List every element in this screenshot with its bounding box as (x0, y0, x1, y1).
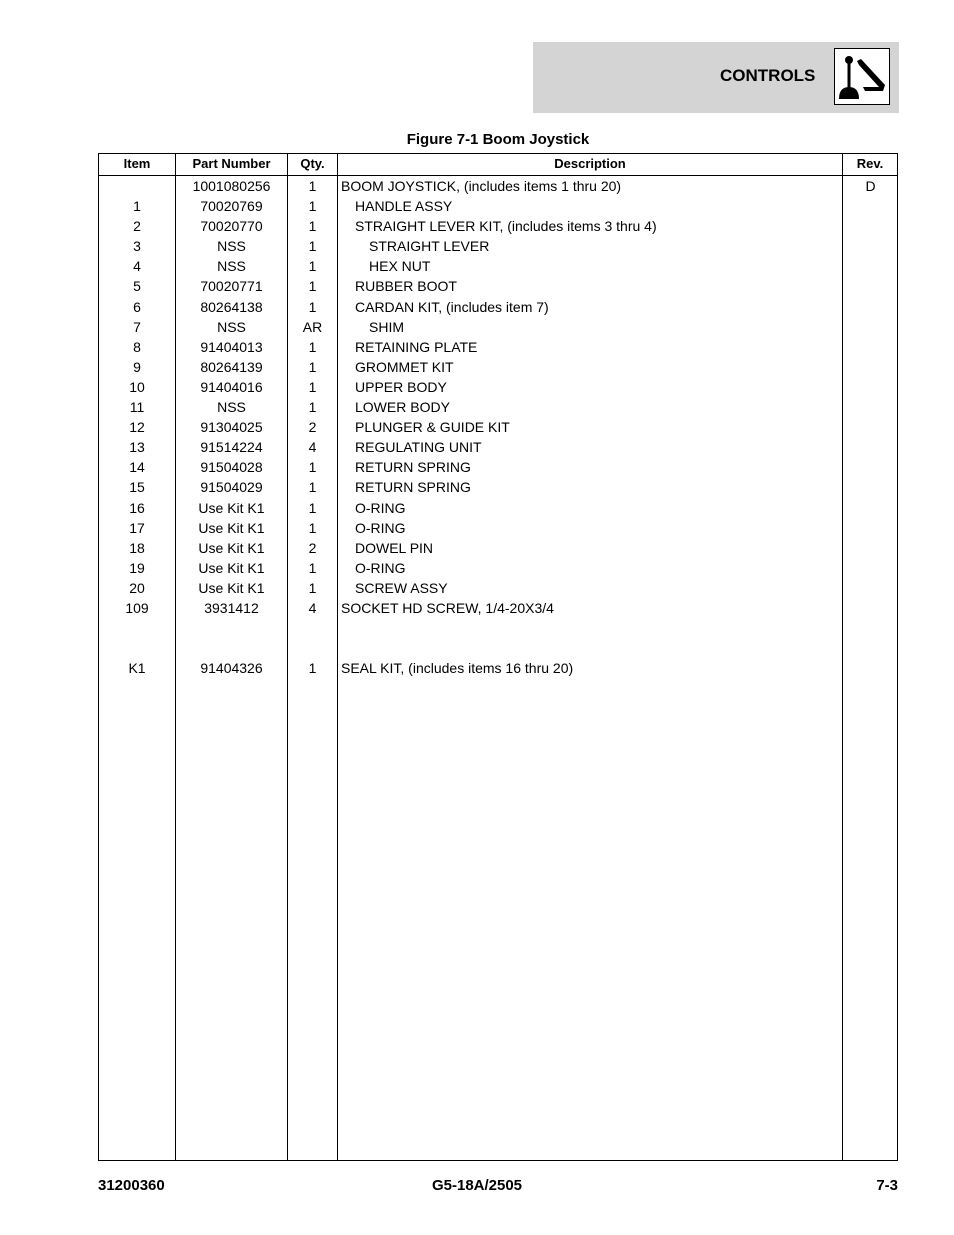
cell-item: 18 (129, 539, 145, 556)
cell-qty: 1 (308, 338, 317, 355)
parts-table (98, 153, 898, 1161)
cell-part-number: NSS (217, 238, 246, 255)
cell-description: O-RING (355, 519, 406, 536)
cell-item: 6 (133, 298, 141, 315)
cell-part-number: 91504028 (200, 459, 263, 476)
table-row (99, 176, 897, 196)
cell-part-number: 80264138 (200, 298, 263, 315)
cell-item: 7 (133, 318, 141, 335)
column-header-item: Item (123, 156, 151, 171)
cell-qty: 1 (308, 399, 317, 416)
cell-part-number: 91304025 (200, 419, 263, 436)
cell-description: SCREW ASSY (355, 579, 448, 596)
cell-description: STRAIGHT LEVER KIT, (includes items 3 thru 4) (355, 218, 657, 235)
joystick-controls-icon (834, 48, 890, 105)
table-row (99, 357, 897, 377)
table-row (99, 477, 897, 497)
cell-part-number: 91504029 (200, 479, 263, 496)
cell-description: O-RING (355, 499, 406, 516)
cell-item: 20 (129, 579, 145, 596)
cell-part-number: Use Kit K1 (198, 579, 265, 596)
cell-qty: 1 (308, 579, 317, 596)
table-row (99, 618, 897, 638)
cell-part-number: NSS (217, 399, 246, 416)
cell-qty: 1 (308, 298, 317, 315)
section-title: CONTROLS (720, 66, 816, 85)
cell-item: 17 (129, 519, 145, 536)
cell-description: STRAIGHT LEVER (369, 238, 490, 255)
cell-qty: 4 (308, 439, 317, 456)
cell-qty: 1 (308, 238, 317, 255)
table-row (99, 538, 897, 558)
cell-part-number: 91404326 (200, 660, 263, 677)
table-row (99, 236, 897, 256)
cell-qty: 1 (308, 479, 317, 496)
cell-item: 2 (133, 218, 141, 235)
cell-part-number: Use Kit K1 (198, 559, 265, 576)
cell-description: UPPER BODY (355, 378, 447, 395)
column-header-part-number: Part Number (192, 156, 271, 171)
cell-description: SOCKET HD SCREW, 1/4-20X3/4 (341, 599, 554, 616)
cell-item: K1 (128, 660, 146, 677)
table-row (99, 457, 897, 477)
table-row (99, 337, 897, 357)
cell-qty: 1 (308, 378, 317, 395)
cell-item: 13 (129, 439, 145, 456)
cell-part-number: Use Kit K1 (198, 519, 265, 536)
table-row (99, 297, 897, 317)
cell-part-number: 1001080256 (192, 178, 271, 194)
cell-item: 14 (129, 459, 145, 476)
table-row (99, 498, 897, 518)
cell-item: 1 (133, 198, 141, 215)
cell-qty: AR (302, 318, 323, 335)
cell-part-number: 70020771 (200, 278, 263, 295)
cell-part-number: 70020770 (200, 218, 263, 235)
cell-description: REGULATING UNIT (355, 439, 482, 456)
footer-page-number: 7-3 (876, 1177, 898, 1194)
column-header-rev: Rev. (856, 156, 884, 171)
table-row (99, 216, 897, 236)
cell-description: SHIM (369, 318, 404, 335)
cell-description: RETURN SPRING (355, 459, 471, 476)
cell-item: 15 (129, 479, 145, 496)
cell-qty: 1 (308, 660, 317, 677)
cell-part-number: NSS (217, 258, 246, 275)
table-row (99, 658, 897, 678)
cell-part-number: Use Kit K1 (198, 499, 265, 516)
cell-qty: 2 (308, 419, 317, 436)
cell-item: 8 (133, 338, 141, 355)
cell-part-number: 91404013 (200, 338, 263, 355)
cell-qty: 1 (308, 218, 317, 235)
cell-qty: 1 (308, 178, 317, 194)
cell-description: CARDAN KIT, (includes item 7) (355, 298, 549, 315)
cell-item: 109 (125, 599, 149, 616)
cell-part-number: 91514224 (200, 439, 263, 456)
cell-description: RETURN SPRING (355, 479, 471, 496)
cell-description: O-RING (355, 559, 406, 576)
table-row (99, 437, 897, 457)
table-row (99, 578, 897, 598)
cell-item: 5 (133, 278, 141, 295)
figure-title: Figure 7-1 Boom Joystick (406, 131, 590, 148)
cell-item: 9 (133, 358, 141, 375)
cell-qty: 1 (308, 459, 317, 476)
table-row (99, 417, 897, 437)
cell-qty: 1 (308, 499, 317, 516)
table-row (99, 317, 897, 337)
cell-item: 10 (129, 378, 145, 395)
cell-description: HANDLE ASSY (355, 198, 453, 215)
column-header-qty: Qty. (300, 156, 325, 171)
cell-description: SEAL KIT, (includes items 16 thru 20) (341, 660, 574, 677)
cell-description: RUBBER BOOT (355, 278, 457, 295)
cell-description: HEX NUT (369, 258, 431, 275)
cell-part-number: 70020769 (200, 198, 263, 215)
table-row (99, 256, 897, 276)
table-row (99, 196, 897, 216)
cell-part-number: 3931412 (204, 599, 259, 616)
footer-model: G5-18A/2505 (431, 1177, 523, 1194)
cell-qty: 1 (308, 278, 317, 295)
cell-rev: D (865, 178, 876, 194)
cell-qty: 2 (308, 539, 317, 556)
cell-qty: 1 (308, 559, 317, 576)
cell-item: 4 (133, 258, 141, 275)
cell-item: 3 (133, 238, 141, 255)
cell-part-number: Use Kit K1 (198, 539, 265, 556)
cell-item: 19 (129, 559, 145, 576)
table-row (99, 377, 897, 397)
cell-qty: 1 (308, 358, 317, 375)
cell-description: GROMMET KIT (355, 358, 454, 375)
table-row (99, 558, 897, 578)
cell-qty: 1 (308, 258, 317, 275)
cell-item: 12 (129, 419, 145, 436)
table-row (99, 397, 897, 417)
cell-part-number: 91404016 (200, 378, 263, 395)
column-header-description: Description (554, 156, 626, 171)
cell-description: DOWEL PIN (355, 539, 434, 556)
cell-item: 16 (129, 499, 145, 516)
cell-qty: 1 (308, 519, 317, 536)
cell-qty: 4 (308, 599, 317, 616)
table-row (99, 598, 897, 618)
cell-qty: 1 (308, 198, 317, 215)
cell-description: LOWER BODY (355, 399, 450, 416)
footer-document-number: 31200360 (98, 1177, 165, 1194)
cell-description: PLUNGER & GUIDE KIT (355, 419, 510, 436)
cell-description: RETAINING PLATE (355, 338, 478, 355)
table-row (99, 638, 897, 658)
table-body (99, 176, 897, 678)
table-row (99, 276, 897, 296)
cell-part-number: NSS (217, 318, 246, 335)
cell-item: 11 (129, 399, 145, 416)
cell-part-number: 80264139 (200, 358, 263, 375)
cell-description: BOOM JOYSTICK, (includes items 1 thru 20) (341, 178, 622, 194)
table-row (99, 518, 897, 538)
